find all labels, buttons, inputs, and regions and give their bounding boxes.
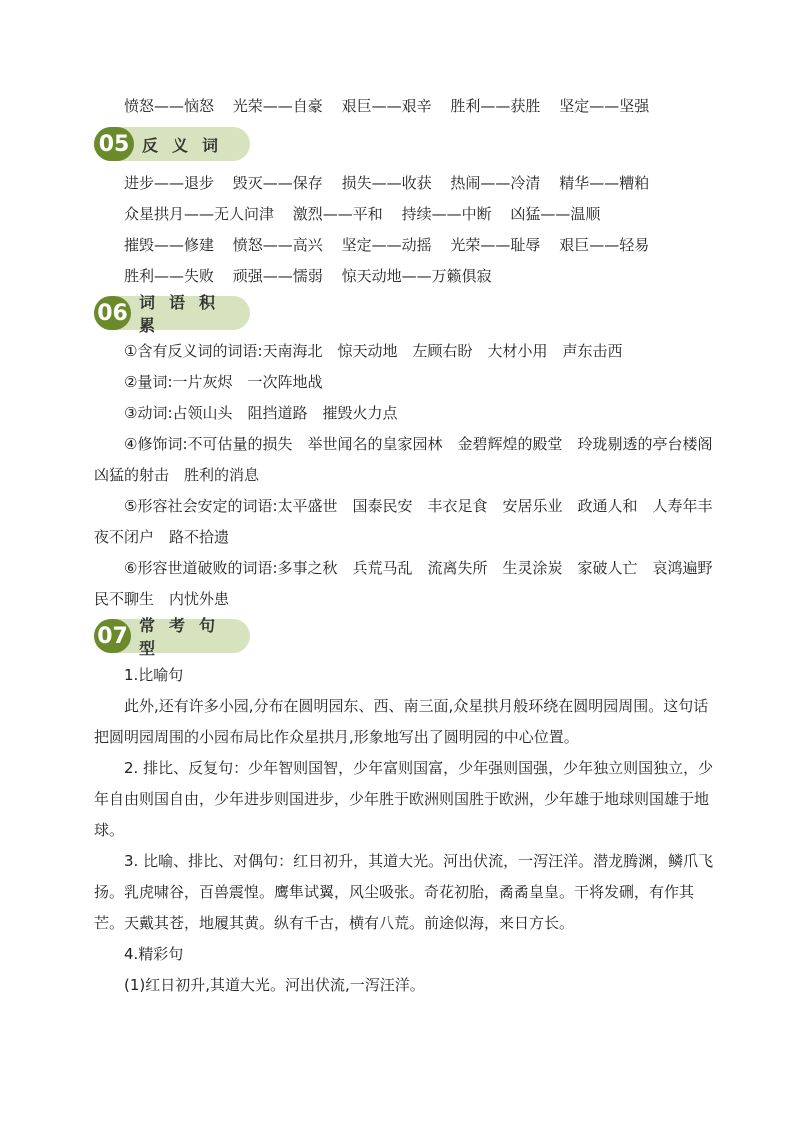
word-pair: 凶猛——温顺 — [510, 205, 601, 223]
word-pair: 愤怒——恼怒 — [124, 97, 215, 115]
word-pair: 坚定——动摇 — [341, 236, 432, 254]
section-number: 07 — [94, 619, 131, 653]
sentence-heading-1: 1.比喻句 — [124, 666, 184, 684]
vocab-item-2: ②量词:一片灰烬 一次阵地战 — [124, 373, 323, 391]
word-pair: 愤怒——高兴 — [232, 236, 323, 254]
word-pair: 顽强——懦弱 — [232, 267, 323, 285]
word-pair: 光荣——耻辱 — [450, 236, 541, 254]
word-pair: 毁灭——保存 — [232, 174, 323, 192]
vocab-item-5: ⑤形容社会安定的词语:太平盛世 国泰民安 丰衣足食 安居乐业 政通人和 人寿年丰 夜不闭户 路不拾遗 — [94, 497, 728, 546]
section-header-06 — [94, 293, 250, 335]
word-pair: 艰巨——轻易 — [559, 236, 650, 254]
sentence-types — [94, 660, 714, 1001]
section-header-07 — [94, 616, 250, 658]
sentence-text-3: 3. 比喻、排比、对偶句：红日初升，其道大光。河出伏流，一泻汪洋。潜龙腾渊，鳞爪飞扬。乳虎啸谷，百兽震惶。鹰隼试翼，风尘吸张。奇花初胎，矞矞皇皇。干将发硎，有作其芒。天戴其苍，地履其黄。纵有千古，横有八荒。前途似海，来日方长。 — [94, 852, 714, 932]
section-title: 词语积累 — [139, 293, 230, 335]
word-pair: 摧毁——修建 — [124, 236, 215, 254]
word-pair: 精华——糟粕 — [559, 174, 650, 192]
word-pair: 激烈——平和 — [292, 205, 383, 223]
sentence-text-4: (1)红日初升,其道大光。河出伏流,一泻汪洋。 — [124, 976, 425, 994]
word-pair: 损失——收获 — [341, 174, 432, 192]
section-header-05 — [94, 127, 250, 161]
word-pair: 热闹——冷清 — [450, 174, 541, 192]
section-title: 反义词 — [142, 135, 233, 155]
sentence-text-1: 此外,还有许多小园,分布在圆明园东、西、南三面,众星拱月般环绕在圆明园周围。这句话把圆明园周围的小园布局比作众星拱月,形象地写出了圆明园的中心位置。 — [94, 697, 709, 746]
word-pair: 坚定——坚强 — [559, 97, 650, 115]
word-pair: 持续——中断 — [401, 205, 492, 223]
word-pair: 进步——退步 — [124, 174, 215, 192]
sentence-text-2: 2. 排比、反复句：少年智则国智，少年富则国富，少年强则国强，少年独立则国独立，少年自由则国自由，少年进步则国进步，少年胜于欧洲则国胜于欧洲，少年雄于地球则国雄于地球。 — [94, 759, 714, 839]
section-number: 06 — [94, 296, 131, 330]
word-pair: 众星拱月——无人问津 — [124, 205, 275, 223]
antonym-line-1 — [124, 173, 744, 193]
antonym-line-4 — [124, 266, 744, 286]
sentence-heading-4: 4.精彩句 — [124, 945, 184, 963]
word-pair: 光荣——自豪 — [232, 97, 323, 115]
antonym-line-2 — [124, 204, 744, 224]
vocab-item-6: ⑥形容世道破败的词语:多事之秋 兵荒马乱 流离失所 生灵涂炭 家破人亡 哀鸿遍野 民不聊生 内忧外患 — [94, 559, 728, 608]
vocab-item-1: ①含有反义词的词语:天南海北 惊天动地 左顾右盼 大材小用 声东击西 — [124, 342, 623, 360]
antonym-line-3 — [124, 235, 744, 255]
word-pair: 胜利——获胜 — [450, 97, 541, 115]
vocab-accumulation — [94, 336, 728, 615]
word-pair: 惊天动地——万籁俱寂 — [341, 267, 492, 285]
vocab-item-3: ③动词:占领山头 阻挡道路 摧毁火力点 — [124, 404, 398, 422]
synonym-line-top — [124, 96, 744, 116]
word-pair: 艰巨——艰辛 — [341, 97, 432, 115]
section-number: 05 — [94, 127, 134, 161]
section-title: 常考句型 — [139, 616, 230, 658]
vocab-item-4: ④修饰词:不可估量的损失 举世闻名的皇家园林 金碧辉煌的殿堂 玲珑剔透的亭台楼阁 凶猛的射击 胜利的消息 — [94, 435, 728, 484]
word-pair: 胜利——失败 — [124, 267, 215, 285]
